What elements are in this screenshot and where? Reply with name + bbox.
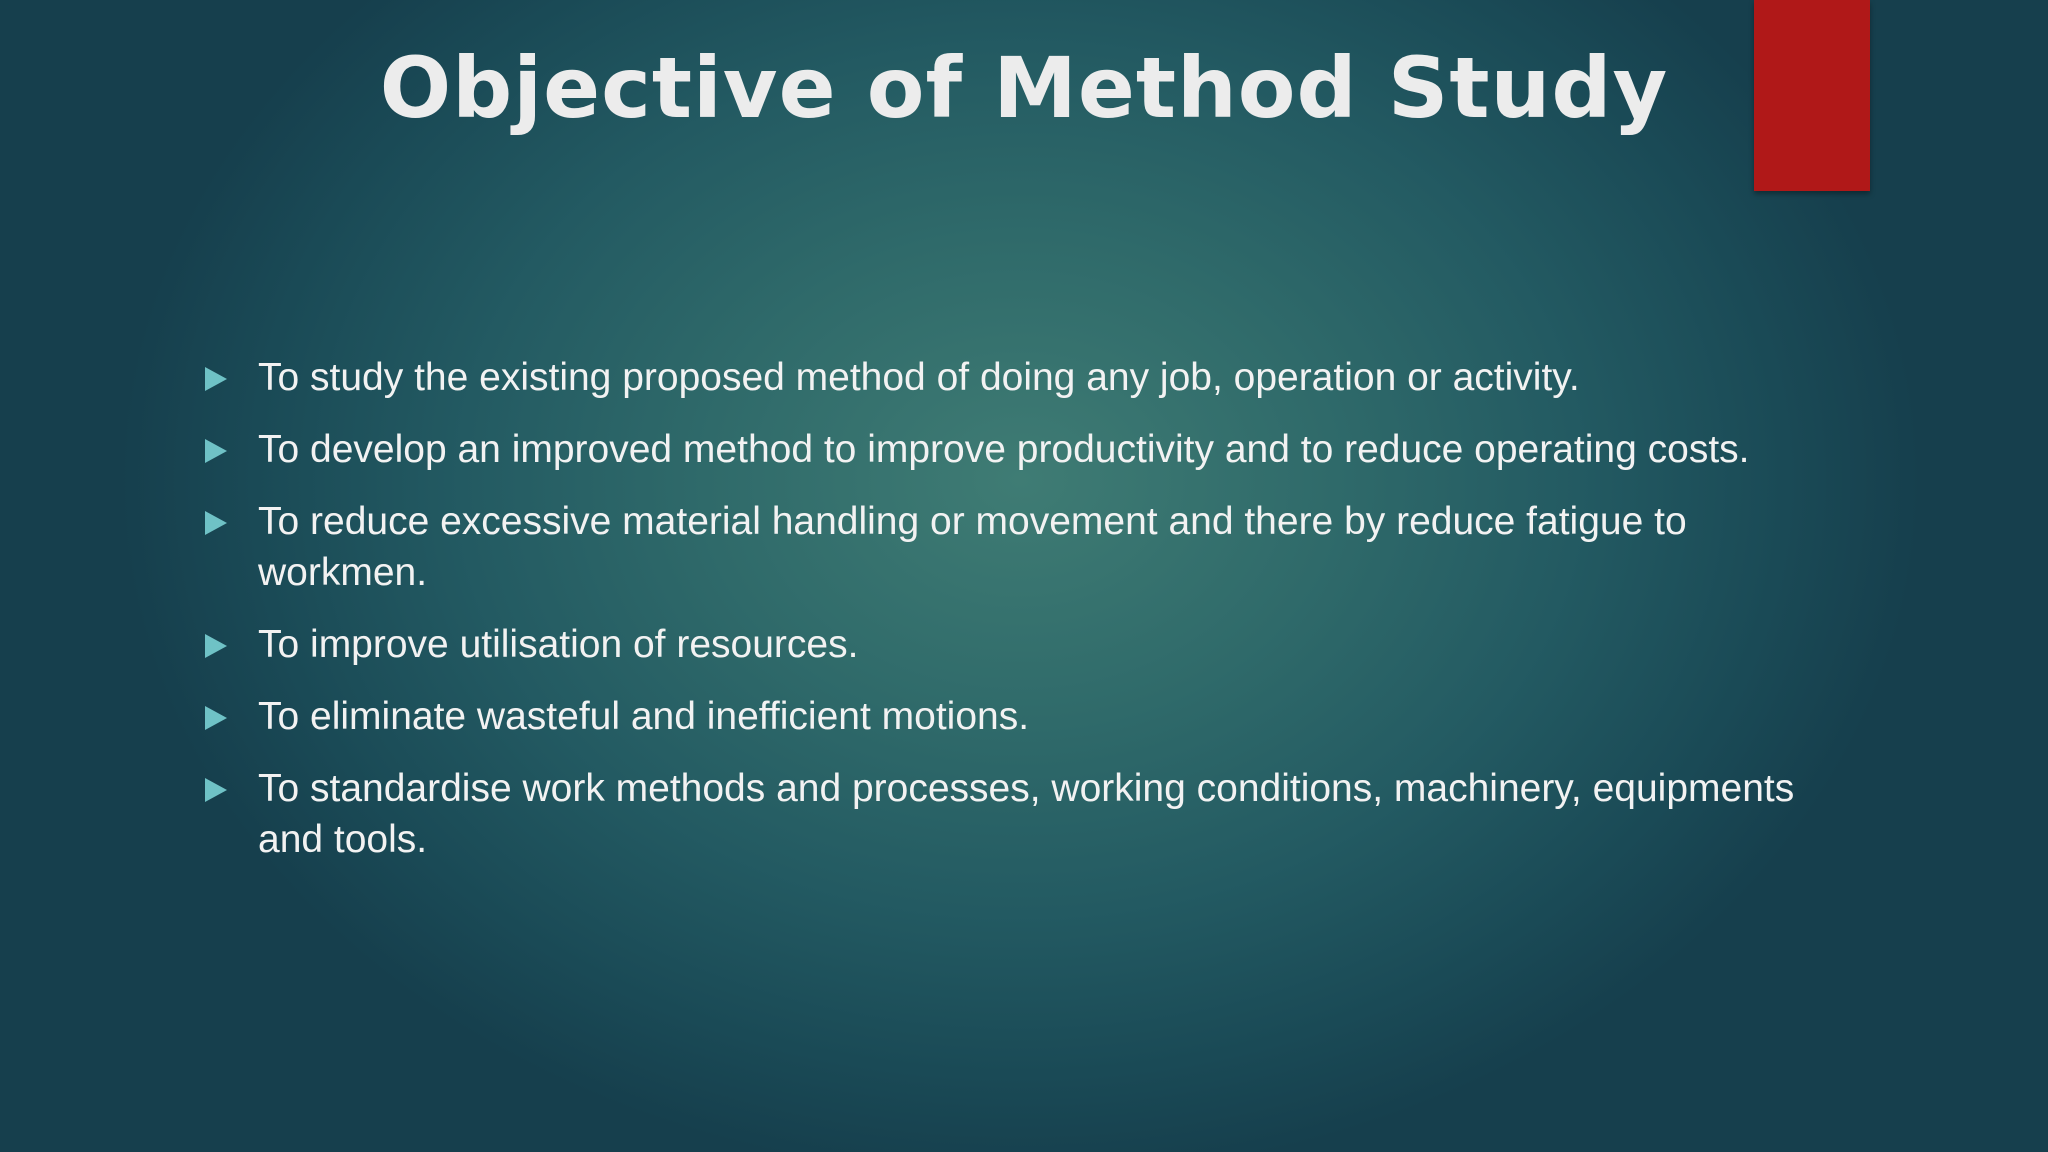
bullet-list <box>200 352 1800 886</box>
bullet-text: To develop an improved method to improve productivity and to reduce operating costs. <box>258 428 1750 471</box>
bullet-text: To standardise work methods and processes, working conditions, machinery, equipments and tools. <box>258 767 1795 861</box>
slide-title: Objective of Method Study <box>379 39 1669 137</box>
triangle-right-icon <box>205 706 227 730</box>
bullet-text: To improve utilisation of resources. <box>258 623 859 666</box>
bullet-item <box>200 763 1800 865</box>
triangle-right-icon <box>205 367 227 391</box>
triangle-right-icon <box>205 439 227 463</box>
bullet-text: To eliminate wasteful and inefficient motions. <box>258 695 1030 738</box>
bullet-item <box>200 424 1800 475</box>
triangle-right-icon <box>205 511 227 535</box>
bullet-item <box>200 496 1800 598</box>
bullet-text: To study the existing proposed method of doing any job, operation or activity. <box>258 356 1580 399</box>
bullet-item <box>200 352 1800 403</box>
triangle-right-icon <box>205 634 227 658</box>
triangle-right-icon <box>205 778 227 802</box>
bullet-text: To reduce excessive material handling or movement and there by reduce fatigue to workmen. <box>258 500 1687 594</box>
bullet-item <box>200 619 1800 670</box>
bullet-item <box>200 691 1800 742</box>
